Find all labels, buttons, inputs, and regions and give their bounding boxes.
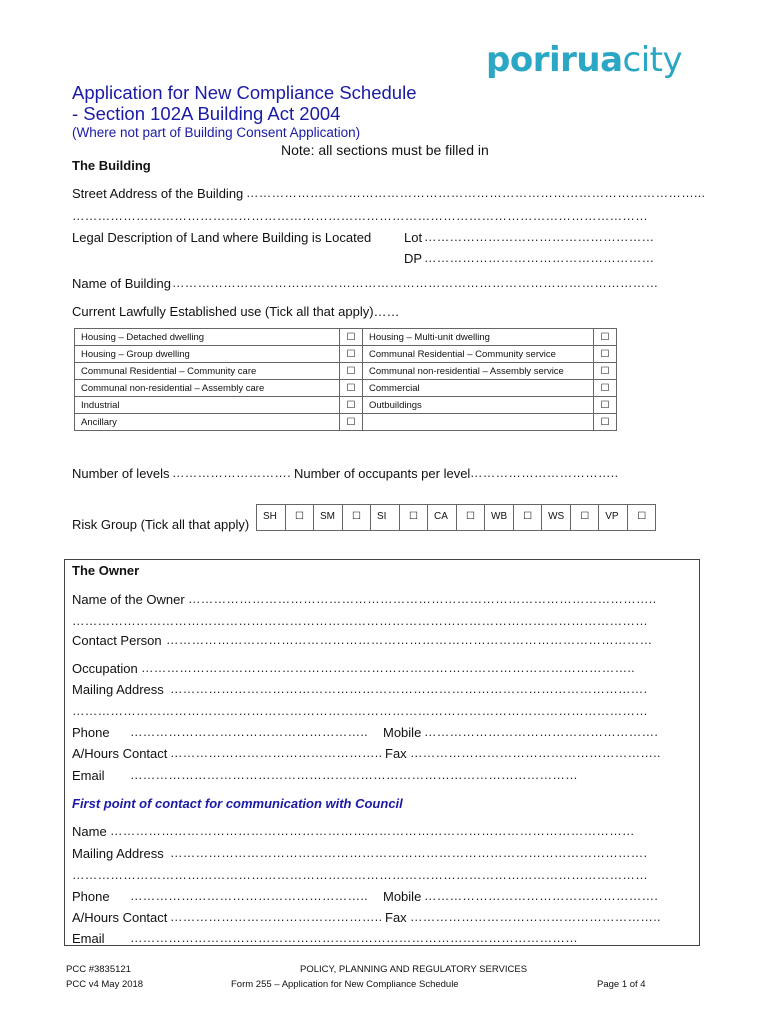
owner-email-label: Email xyxy=(72,768,105,783)
dp-label: DP xyxy=(404,251,423,266)
building-name-label: Name of Building xyxy=(72,276,171,291)
risk-code: WS xyxy=(542,505,571,531)
contact-mailing-address-field[interactable]: …………………………………………………………………………………………………. xyxy=(170,846,648,860)
use-checkbox[interactable]: ☐ xyxy=(594,346,617,363)
risk-group-label: Risk Group (Tick all that apply) xyxy=(72,517,250,532)
use-option-label: Communal non-residential – Assembly care xyxy=(75,380,340,397)
form-subtitle: (Where not part of Building Consent Application) xyxy=(72,125,361,140)
logo-text-bold: porirua xyxy=(486,40,623,80)
occupation-label: Occupation xyxy=(72,661,138,676)
owner-phone-label: Phone xyxy=(72,725,110,740)
lot-label: Lot xyxy=(404,230,423,245)
use-checkbox[interactable]: ☐ xyxy=(594,380,617,397)
risk-checkbox[interactable]: ☐ xyxy=(628,505,656,531)
use-option-label: Commercial xyxy=(363,380,594,397)
use-option-label xyxy=(363,414,594,431)
risk-checkbox[interactable]: ☐ xyxy=(457,505,485,531)
use-option-label: Communal non-residential – Assembly service xyxy=(363,363,594,380)
lot-field[interactable]: ……………………………………………… xyxy=(424,230,655,244)
owner-phone-field[interactable]: ……………………………………………….. xyxy=(130,725,368,739)
use-option-label: Ancillary xyxy=(75,414,340,431)
table-row xyxy=(75,414,617,431)
use-option-label: Industrial xyxy=(75,397,340,414)
use-option-label: Housing – Multi-unit dwelling xyxy=(363,329,594,346)
owner-name-field-line2[interactable]: ……………………………………………………………………………………………………………………… xyxy=(72,614,648,628)
owner-name-label: Name of the Owner xyxy=(72,592,185,607)
footer-page-number: Page 1 of 4 xyxy=(597,979,646,990)
use-option-label: Communal Residential – Community care xyxy=(75,363,340,380)
use-checkbox[interactable]: ☐ xyxy=(340,329,363,346)
footer-ref-doc: PCC #3835121 xyxy=(66,964,131,975)
porirua-city-logo xyxy=(486,40,682,80)
building-name-field[interactable]: …………………………………………………………………………………………………… xyxy=(172,276,659,290)
contact-name-field[interactable]: …………………………………………………………………………………………………………… xyxy=(110,824,635,838)
table-row xyxy=(75,346,617,363)
contact-mailing-address-label: Mailing Address xyxy=(72,846,164,861)
risk-group-table xyxy=(256,504,656,531)
owner-fax-field[interactable]: ………………………………………………….. xyxy=(410,746,661,760)
use-checkbox[interactable]: ☐ xyxy=(594,397,617,414)
occupation-field[interactable]: …………………………………………………………………………………………………….. xyxy=(141,661,635,675)
owner-mailing-address-label: Mailing Address xyxy=(72,682,164,697)
contact-mobile-label: Mobile xyxy=(383,889,422,904)
owner-after-hours-label: A/Hours Contact xyxy=(72,746,168,761)
use-checkbox[interactable]: ☐ xyxy=(594,363,617,380)
owner-name-field[interactable]: ……………………………………………………………………………………………….. xyxy=(188,592,657,606)
table-row xyxy=(75,380,617,397)
owner-mobile-label: Mobile xyxy=(383,725,422,740)
risk-checkbox[interactable]: ☐ xyxy=(286,505,314,531)
contact-fax-label: Fax xyxy=(385,910,407,925)
occupants-per-level-label: Number of occupants per level xyxy=(294,466,471,481)
use-checkbox[interactable]: ☐ xyxy=(594,414,617,431)
risk-code: SM xyxy=(314,505,343,531)
number-of-levels-field[interactable]: ………………………. xyxy=(172,466,291,480)
owner-fax-label: Fax xyxy=(385,746,407,761)
street-address-field[interactable]: ……………………………………………………………………………………………... xyxy=(246,186,706,200)
contact-person-label: Contact Person xyxy=(72,633,162,648)
table-row xyxy=(75,363,617,380)
use-option-label: Housing – Detached dwelling xyxy=(75,329,340,346)
street-address-label: Street Address of the Building xyxy=(72,186,244,201)
form-title-line2: - Section 102A Building Act 2004 xyxy=(72,103,341,124)
footer-ref-version: PCC v4 May 2018 xyxy=(66,979,144,990)
use-checkbox[interactable]: ☐ xyxy=(340,414,363,431)
use-checkbox[interactable]: ☐ xyxy=(340,397,363,414)
owner-after-hours-field[interactable]: ………………………………………….. xyxy=(170,746,383,760)
footer-form-title: Form 255 – Application for New Compliance Schedule xyxy=(231,979,459,990)
logo-text-light: city xyxy=(622,40,683,80)
risk-code: SH xyxy=(257,505,286,531)
use-checkbox[interactable]: ☐ xyxy=(340,380,363,397)
form-note: Note: all sections must be filled in xyxy=(281,142,489,158)
use-option-label: Housing – Group dwelling xyxy=(75,346,340,363)
contact-mobile-field[interactable]: ………………………………………………. xyxy=(424,889,659,903)
risk-code: SI xyxy=(371,505,400,531)
owner-mailing-address-field-line2[interactable]: ……………………………………………………………………………………………………………………… xyxy=(72,704,648,718)
contact-after-hours-label: A/Hours Contact xyxy=(72,910,168,925)
contact-email-label: Email xyxy=(72,931,105,946)
owner-mailing-address-field[interactable]: …………………………………………………………………………………………………. xyxy=(170,682,648,696)
contact-name-label: Name xyxy=(72,824,107,839)
risk-checkbox[interactable]: ☐ xyxy=(343,505,371,531)
contact-phone-field[interactable]: ……………………………………………….. xyxy=(130,889,368,903)
contact-phone-label: Phone xyxy=(72,889,110,904)
number-of-levels-label: Number of levels xyxy=(72,466,170,481)
risk-code: VP xyxy=(599,505,628,531)
contact-mailing-address-field-line2[interactable]: ……………………………………………………………………………………………………………………… xyxy=(72,868,648,882)
occupants-per-level-field[interactable]: …………………………….. xyxy=(470,466,619,480)
contact-after-hours-field[interactable]: ………………………………………….. xyxy=(170,910,383,924)
table-row xyxy=(257,505,656,531)
footer-department: POLICY, PLANNING AND REGULATORY SERVICES xyxy=(300,964,528,975)
risk-checkbox[interactable]: ☐ xyxy=(571,505,599,531)
table-row xyxy=(75,329,617,346)
use-checkbox[interactable]: ☐ xyxy=(340,346,363,363)
table-row xyxy=(75,397,617,414)
risk-code: CA xyxy=(428,505,457,531)
contact-fax-field[interactable]: ………………………………………………….. xyxy=(410,910,661,924)
form-title-line1: Application for New Compliance Schedule xyxy=(72,82,417,103)
owner-mobile-field[interactable]: ………………………………………………. xyxy=(424,725,659,739)
current-use-label: Current Lawfully Established use (Tick all that apply)…… xyxy=(72,304,400,319)
contact-email-field[interactable]: …………………………………………………………………………………………… xyxy=(130,931,578,945)
risk-checkbox[interactable]: ☐ xyxy=(400,505,428,531)
dp-field[interactable]: ……………………………………………… xyxy=(424,251,655,265)
use-checkbox[interactable]: ☐ xyxy=(594,329,617,346)
street-address-field-line2[interactable]: ……………………………………………………………………………………………………………………… xyxy=(72,209,648,223)
owner-heading: The Owner xyxy=(72,563,140,578)
legal-description-label: Legal Description of Land where Building is Located xyxy=(72,230,372,245)
building-heading: The Building xyxy=(72,158,151,173)
use-checkbox[interactable]: ☐ xyxy=(340,363,363,380)
owner-email-field[interactable]: …………………………………………………………………………………………… xyxy=(130,768,578,782)
first-contact-heading: First point of contact for communication with Council xyxy=(72,796,403,811)
current-use-table xyxy=(74,328,617,431)
risk-checkbox[interactable]: ☐ xyxy=(514,505,542,531)
risk-code: WB xyxy=(485,505,514,531)
use-option-label: Communal Residential – Community service xyxy=(363,346,594,363)
contact-person-field[interactable]: …………………………………………………………………………………………………… xyxy=(166,633,653,647)
use-option-label: Outbuildings xyxy=(363,397,594,414)
